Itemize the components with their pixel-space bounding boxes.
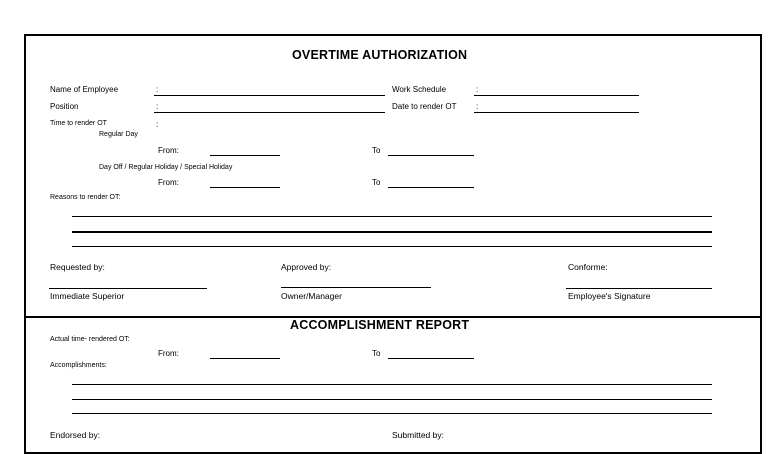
accomplishment-report-title: ACCOMPLISHMENT REPORT <box>290 318 470 332</box>
approved-by-signature-line[interactable] <box>281 287 431 288</box>
work-schedule-label: Work Schedule <box>392 85 447 94</box>
name-of-employee-label: Name of Employee <box>50 85 119 94</box>
dayoff-to-label: To <box>372 178 381 187</box>
time-colon: : <box>156 120 159 129</box>
dayoff-to-field[interactable] <box>388 187 474 188</box>
reasons-line-3[interactable] <box>72 246 712 247</box>
conforme-label: Conforme: <box>568 262 608 272</box>
approved-by-label: Approved by: <box>281 262 332 272</box>
accomplishments-line-3[interactable] <box>72 413 712 414</box>
employee-signature-caption: Employee's Signature <box>568 291 651 301</box>
reasons-label: Reasons to render OT: <box>50 194 121 201</box>
regular-to-field[interactable] <box>388 155 474 156</box>
date-to-render-field[interactable] <box>474 112 639 113</box>
date-to-render-label: Date to render OT <box>392 102 457 111</box>
accomplishments-line-2[interactable] <box>72 399 712 400</box>
position-colon: : <box>156 102 159 111</box>
overtime-title: OVERTIME AUTHORIZATION <box>292 48 468 62</box>
regular-from-field[interactable] <box>210 155 280 156</box>
reasons-line-2[interactable] <box>72 231 712 233</box>
conforme-signature-line[interactable] <box>566 288 712 289</box>
time-to-render-label: Time to render OT <box>50 120 107 127</box>
owner-manager-caption: Owner/Manager <box>281 291 342 301</box>
name-of-employee-field[interactable] <box>154 95 385 96</box>
work-schedule-field[interactable] <box>474 95 639 96</box>
report-from-label: From: <box>158 349 179 358</box>
accomplishments-label: Accomplishments: <box>50 362 107 369</box>
regular-day-label: Regular Day <box>99 131 138 138</box>
endorsed-by-label: Endorsed by: <box>50 430 101 440</box>
report-to-label: To <box>372 349 381 358</box>
dayoff-from-field[interactable] <box>210 187 280 188</box>
submitted-by-label: Submitted by: <box>392 430 444 440</box>
name-colon: : <box>156 85 159 94</box>
requested-by-signature-line[interactable] <box>49 288 207 289</box>
actual-time-label: Actual time- rendered OT: <box>50 336 130 343</box>
day-off-label: Day Off / Regular Holiday / Special Holiday <box>99 164 233 171</box>
reasons-line-1[interactable] <box>72 216 712 217</box>
position-label: Position <box>50 102 79 111</box>
work-schedule-colon: : <box>476 85 479 94</box>
dayoff-from-label: From: <box>158 178 179 187</box>
report-to-field[interactable] <box>388 358 474 359</box>
accomplishments-line-1[interactable] <box>72 384 712 385</box>
regular-to-label: To <box>372 146 381 155</box>
date-colon: : <box>476 102 479 111</box>
immediate-superior-caption: Immediate Superior <box>50 291 125 301</box>
report-from-field[interactable] <box>210 358 280 359</box>
overtime-form <box>24 34 762 454</box>
position-field[interactable] <box>154 112 385 113</box>
regular-from-label: From: <box>158 146 179 155</box>
requested-by-label: Requested by: <box>50 262 105 272</box>
